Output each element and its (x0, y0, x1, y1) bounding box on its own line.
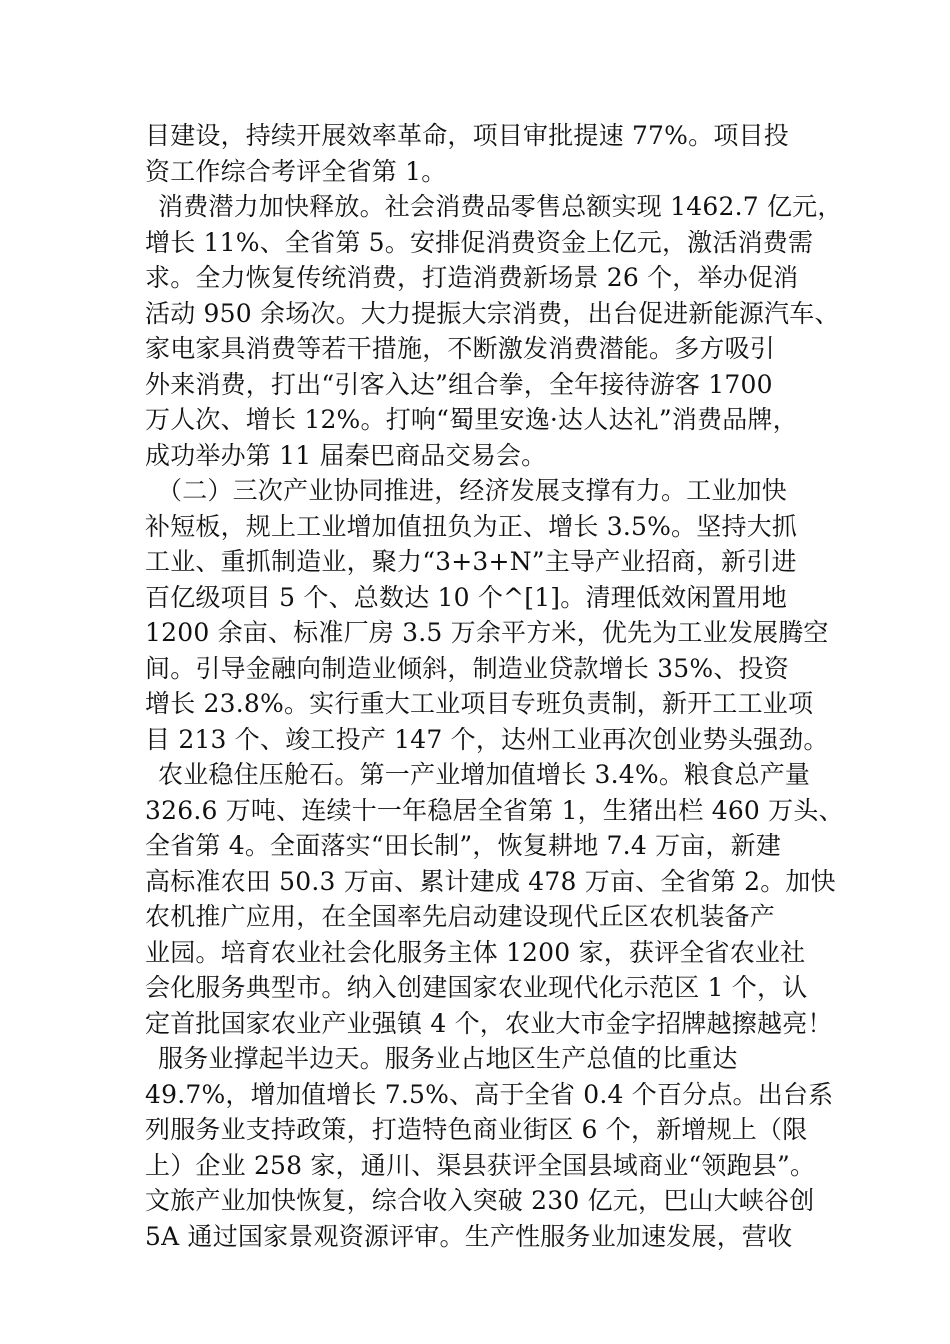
text-line: 补短板，规上工业增加值扭负为正、增长 3.5%。坚持大抓 (145, 511, 798, 541)
text-line: 工业、重抓制造业，聚力“3+3+N”主导产业招商，新引进 (145, 547, 797, 576)
text-line: 资工作综合考评全省第 1。 (145, 156, 447, 186)
paragraph-start-line: 服务业撑起半边天。服务业占地区生产总值的比重达 (158, 1044, 738, 1073)
text-line: 高标准农田 50.3 万亩、累计建成 478 万亩、全省第 2。加快 (145, 866, 836, 896)
text-line: 家电家具消费等若干措施，不断激发消费潜能。多方吸引 (145, 334, 776, 363)
text-line: 全省第 4。全面落实“田长制”，恢复耕地 7.4 万亩，新建 (145, 831, 782, 860)
text-line: 文旅产业加快恢复，综合收入突破 230 亿元，巴山大峡谷创 (145, 1186, 815, 1215)
text-line: 百亿级项目 5 个、总数达 10 个^[1]。清理低效闲置用地 (145, 582, 788, 612)
text-line: 外来消费，打出“引客入达”组合拳，全年接待游客 1700 (145, 369, 773, 399)
text-line: 间。引导金融向制造业倾斜，制造业贷款增长 35%、投资 (145, 653, 789, 683)
text-line: 活动 950 余场次。大力提振大宗消费，出台促进新能源汽车、 (145, 298, 840, 328)
text-line: 326.6 万吨、连续十一年稳居全省第 1，生猪出栏 460 万头、 (145, 795, 844, 825)
text-line: 求。全力恢复传统消费，打造消费新场景 26 个，举办促消 (145, 263, 799, 292)
section-heading-line: （二）三次产业协同推进，经济发展支撑有力。工业加快 (157, 476, 788, 505)
document-body (145, 118, 844, 1254)
text-line: 万人次、增长 12%。打响“蜀里安逸·达人达礼”消费品牌， (145, 405, 798, 434)
text-line: 1200 余亩、标准厂房 3.5 万余平方米，优先为工业发展腾空 (145, 618, 829, 647)
text-line: 会化服务典型市。纳入创建国家农业现代化示范区 1 个，认 (145, 973, 808, 1002)
text-line: 业园。培育农业社会化服务主体 1200 家，获评全省农业社 (145, 937, 806, 967)
text-line: 上）企业 258 家，通川、渠县获评全国县域商业“领跑县”。 (145, 1150, 816, 1180)
text-line: 5A 通过国家景观资源评审。生产性服务业加速发展，营收 (145, 1221, 793, 1251)
text-line: 农机推广应用，在全国率先启动建设现代丘区农机装备产 (145, 902, 776, 931)
text-line: 成功举办第 11 届秦巴商品交易会。 (145, 440, 547, 470)
paragraph-start-line: 农业稳住压舱石。第一产业增加值增长 3.4%。粮食总产量 (158, 760, 811, 789)
text-line: 49.7%，增加值增长 7.5%、高于全省 0.4 个百分点。出台系 (145, 1079, 834, 1109)
text-line: 增长 23.8%。实行重大工业项目专班负责制，新开工工业项 (145, 689, 814, 718)
text-line: 增长 11%、全省第 5。安排促消费资金上亿元，激活消费需 (145, 227, 814, 257)
text-line: 定首批国家农业产业强镇 4 个，农业大市金字招牌越擦越亮！ (145, 1008, 833, 1038)
text-line: 目建设，持续开展效率革命，项目审批提速 77%。项目投 (145, 121, 789, 150)
text-line: 目 213 个、竣工投产 147 个，达州工业再次创业势头强劲。 (145, 724, 829, 754)
paragraph-start-line: 消费潜力加快释放。社会消费品零售总额实现 1462.7 亿元， (158, 192, 843, 221)
text-line: 列服务业支持政策，打造特色商业街区 6 个，新增规上（限 (145, 1115, 808, 1144)
